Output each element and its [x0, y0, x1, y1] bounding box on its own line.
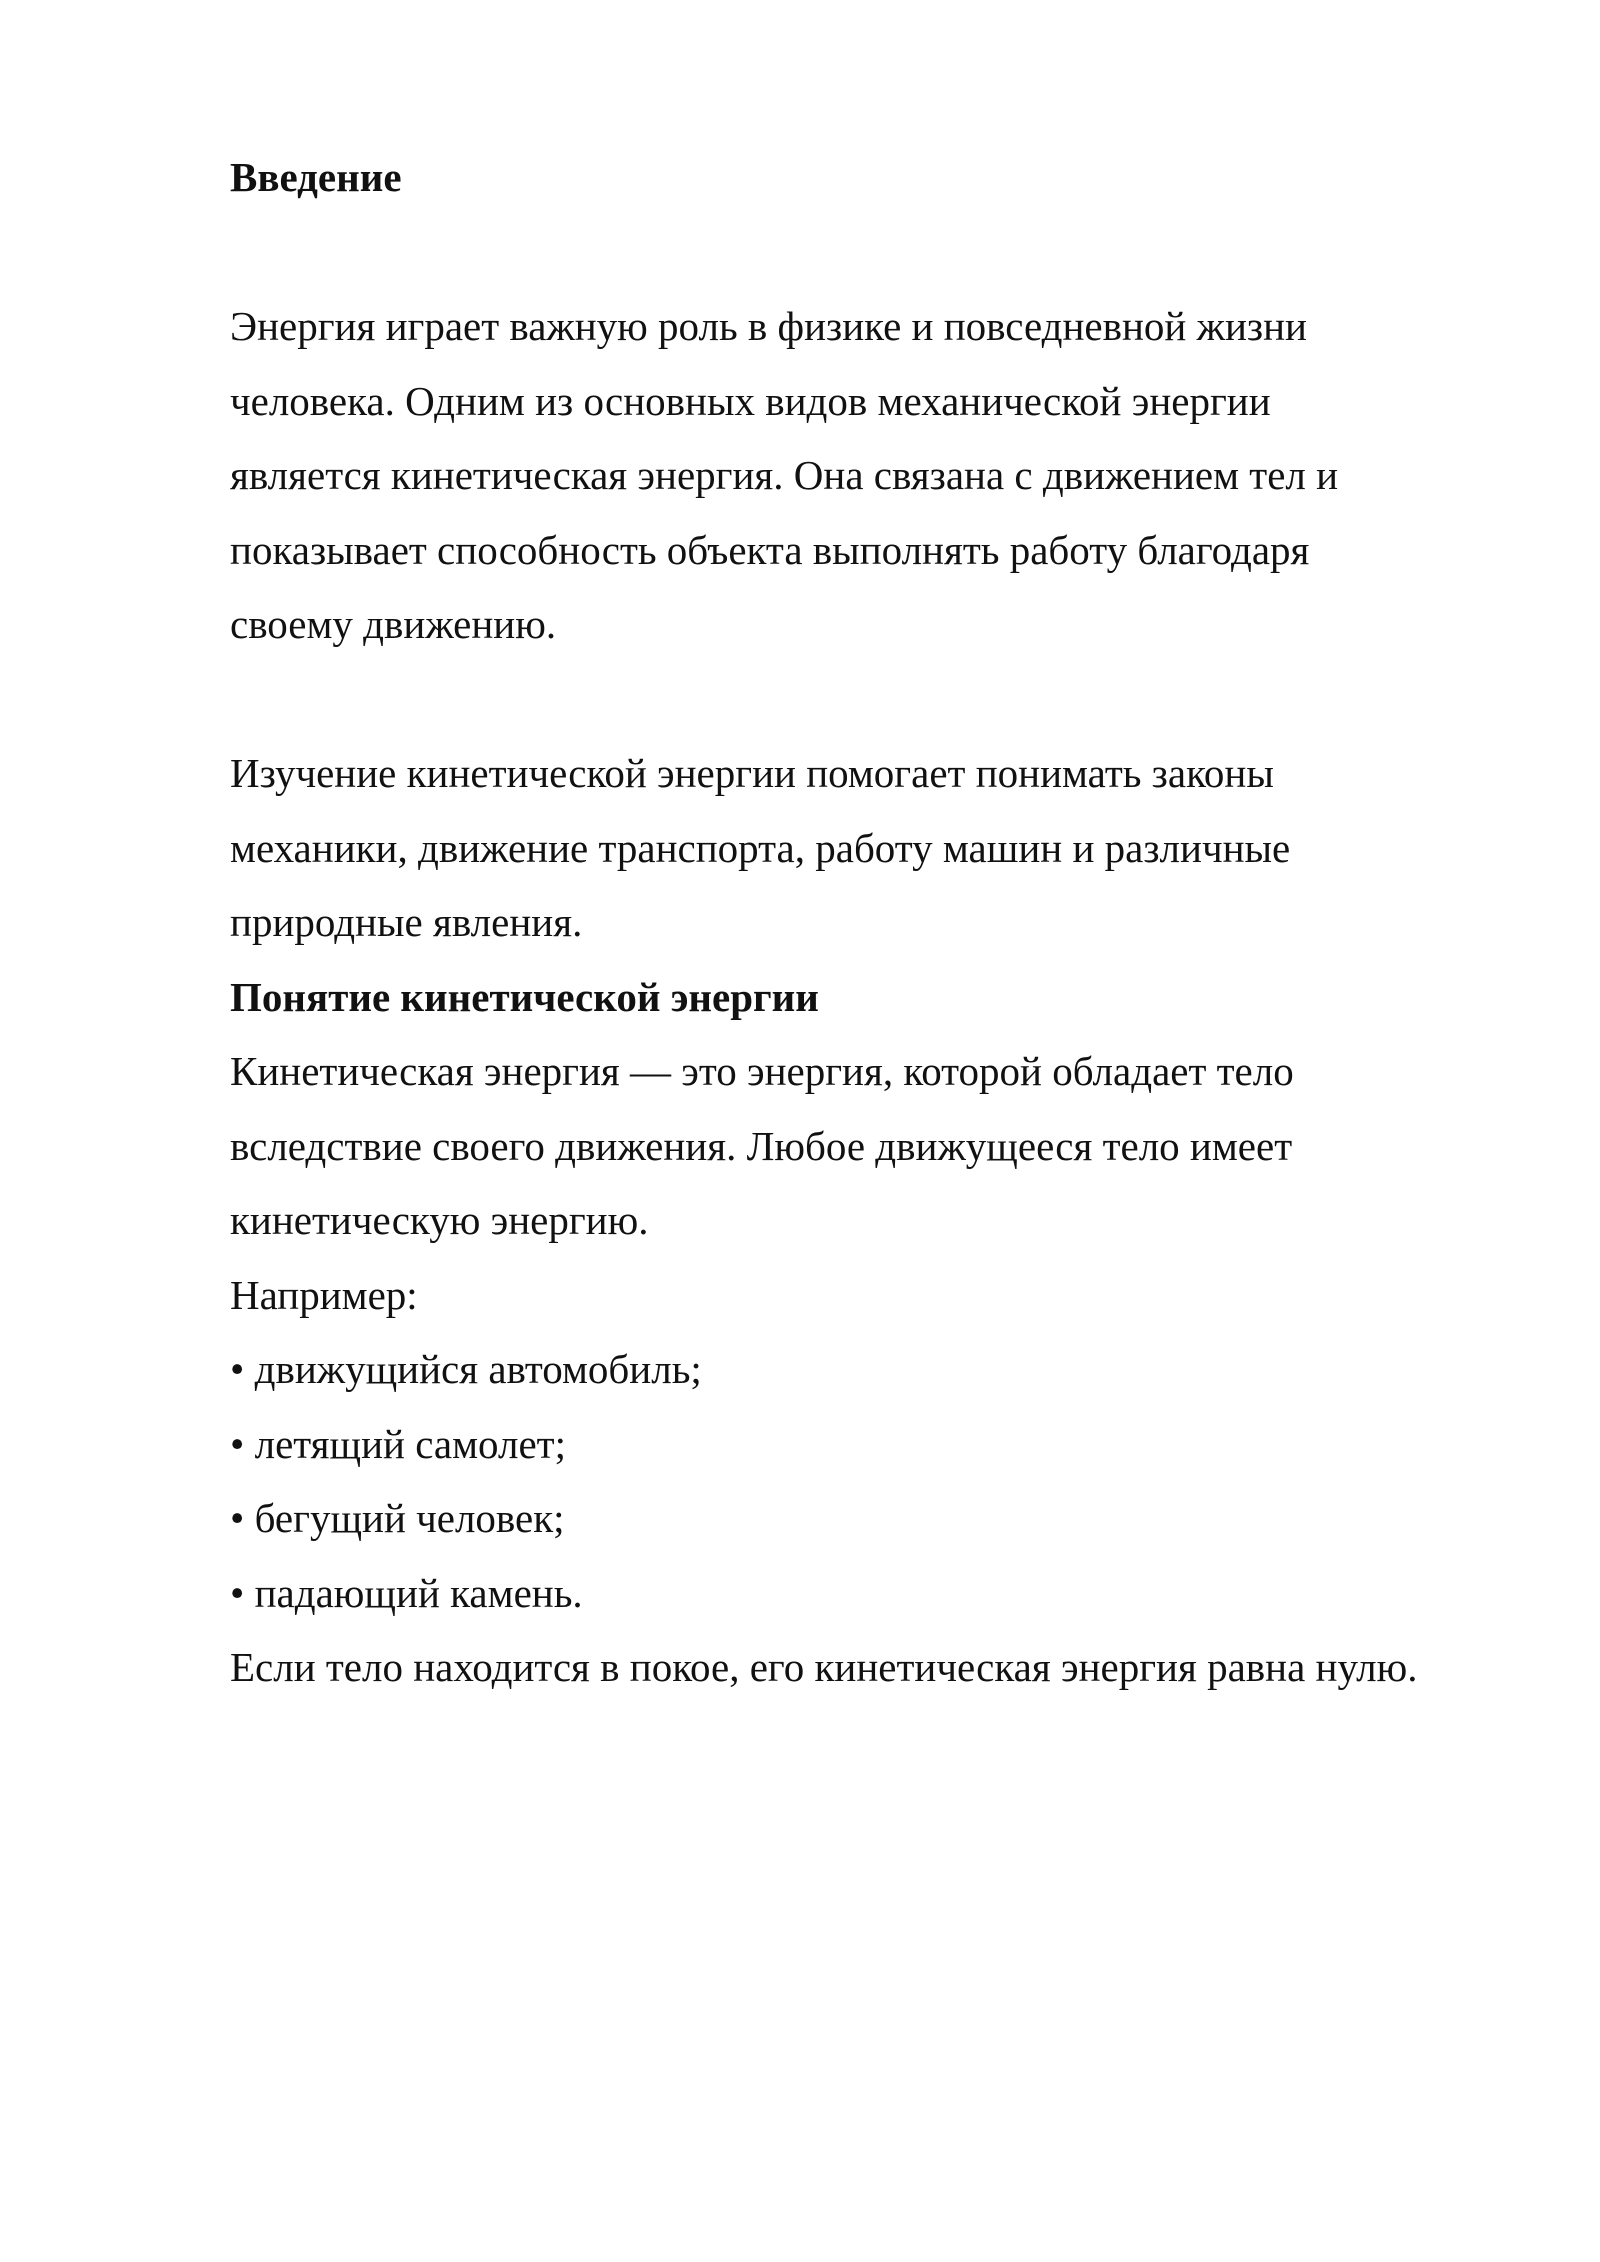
conclusion: Если тело находится в покое, его кинетическая энергия равна нулю.: [230, 1644, 1418, 1690]
paragraph-line: человека. Одним из основных видов механической энергии: [230, 377, 1271, 424]
list-item: • летящий самолет;: [230, 1420, 566, 1467]
paragraph-line: своему движению.: [230, 601, 557, 647]
concept-paragraph: [230, 1034, 1530, 1258]
list-item: • падающий камень.: [230, 1569, 583, 1616]
paragraph-line: Кинетическая энергия — это энергия, которой обладает тело: [230, 1048, 1294, 1094]
paragraph-line: кинетическую энергию.: [230, 1197, 649, 1243]
intro-paragraph-1: [230, 289, 1530, 662]
document-page: [230, 140, 1530, 1705]
paragraph-line: Изучение кинетической энергии помогает понимать законы: [230, 750, 1274, 796]
intro-heading: Введение: [230, 154, 402, 200]
intro-paragraph-2: [230, 736, 1530, 960]
examples-list: [230, 1332, 1530, 1630]
spacer: [230, 215, 1530, 290]
paragraph-line: вследствие своего движения. Любое движущееся тело имеет: [230, 1122, 1293, 1169]
list-item: • движущийся автомобиль;: [230, 1346, 702, 1392]
paragraph-line: является кинетическая энергия. Она связана с движением тел и: [230, 452, 1339, 498]
paragraph-line: механики, движение транспорта, работу машин и различные: [230, 824, 1291, 871]
spacer: [230, 662, 1530, 737]
paragraph-line: показывает способность объекта выполнять работу благодаря: [230, 526, 1310, 573]
paragraph-line: природные явления.: [230, 899, 583, 945]
example-intro: Например:: [230, 1271, 418, 1318]
list-item: • бегущий человек;: [230, 1495, 565, 1541]
concept-heading: Понятие кинетической энергии: [230, 973, 819, 1020]
paragraph-line: Энергия играет важную роль в физике и повседневной жизни: [230, 303, 1307, 349]
